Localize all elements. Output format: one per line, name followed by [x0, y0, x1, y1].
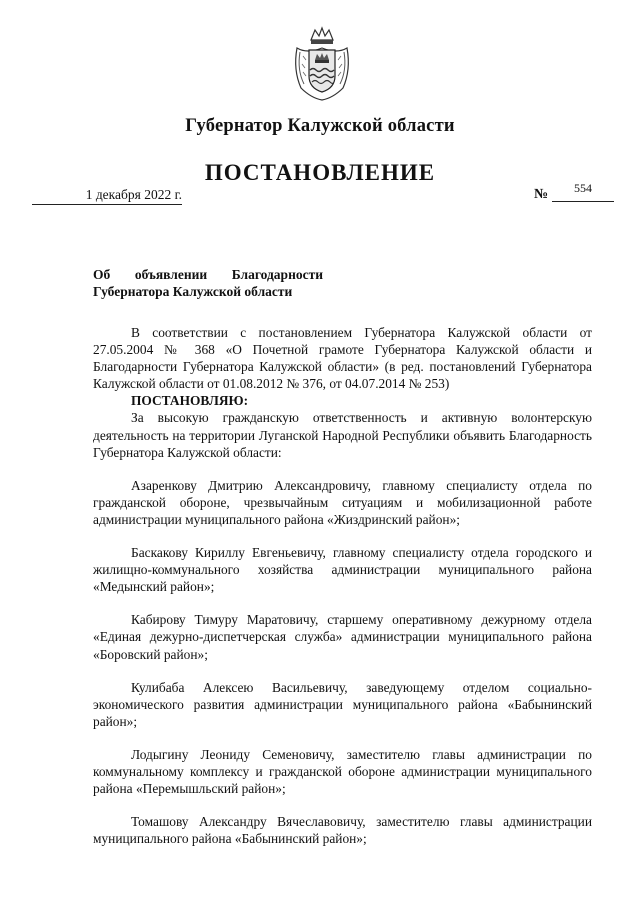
document-type: ПОСТАНОВЛЕНИЕ [204, 160, 436, 185]
document-number: 554 [552, 181, 614, 202]
number-label: № [534, 187, 549, 202]
subject-word: объявлении [134, 267, 208, 282]
subject-word: Благодарности [231, 267, 323, 282]
main-paragraph: За высокую гражданскую ответственность и активную волонтерскую деятельность на территории Луганской Народной Республики объявить Благодарность Губернатора Калужской области: [93, 410, 592, 460]
subject-line-1 [93, 266, 323, 283]
date-value: 1 декабря 2022 г. [85, 187, 182, 202]
recipient-paragraph: Томашову Александру Вячеславовичу, заместителю главы администрации муниципального района «Бабынинский район»; [93, 814, 592, 847]
recipient-paragraph: Азаренкову Дмитрию Александровичу, главному специалисту отдела по гражданской обороне, чрезвычайным ситуациям и мобилизационной работе администрации муниципального района «Жиздринский район»; [93, 477, 592, 527]
recipient-paragraph: Кулибаба Алексею Васильевичу, заведующему отделом социально-экономического развития администрации муниципального района «Бабынинский район»; [93, 679, 592, 729]
kaluga-coat-of-arms-icon [291, 26, 353, 102]
decree-word: ПОСТАНОВЛЯЮ: [131, 393, 249, 409]
document-subject [93, 266, 323, 300]
subject-word: Об [93, 267, 111, 282]
document-body [93, 324, 592, 847]
document-date [32, 186, 182, 205]
recipient-paragraph: Лодыгину Леониду Семеновичу, заместителю главы администрации по коммунальному комплексу и гражданской обороне администрации муниципального района «Перемышльский район»; [93, 746, 592, 797]
recipient-paragraph: Баскакову Кириллу Евгеньевичу, главному специалисту отдела городского и жилищно-коммунального хозяйства администрации муниципального района «Медынский район»; [93, 545, 592, 595]
recipient-paragraph: Кабирову Тимуру Маратовичу, старшему оперативному дежурному отдела «Единая дежурно-диспетчерская служба» администрации муниципального района «Боровский район»; [93, 612, 592, 662]
preamble-paragraph: В соответствии с постановлением Губернатора Калужской области от 27.05.2004 № 368 «О Почетной грамоте Губернатора Калужской области и Благодарности Губернатора Калужской области» (в ред. постановлений Губернатора Калужской области от 01.08.2012 № 376, от 04.07.2014 № 253) [93, 325, 592, 392]
issuer-title: Губернатор Калужской области [185, 116, 455, 136]
subject-line-2: Губернатора Калужской области [93, 284, 293, 299]
